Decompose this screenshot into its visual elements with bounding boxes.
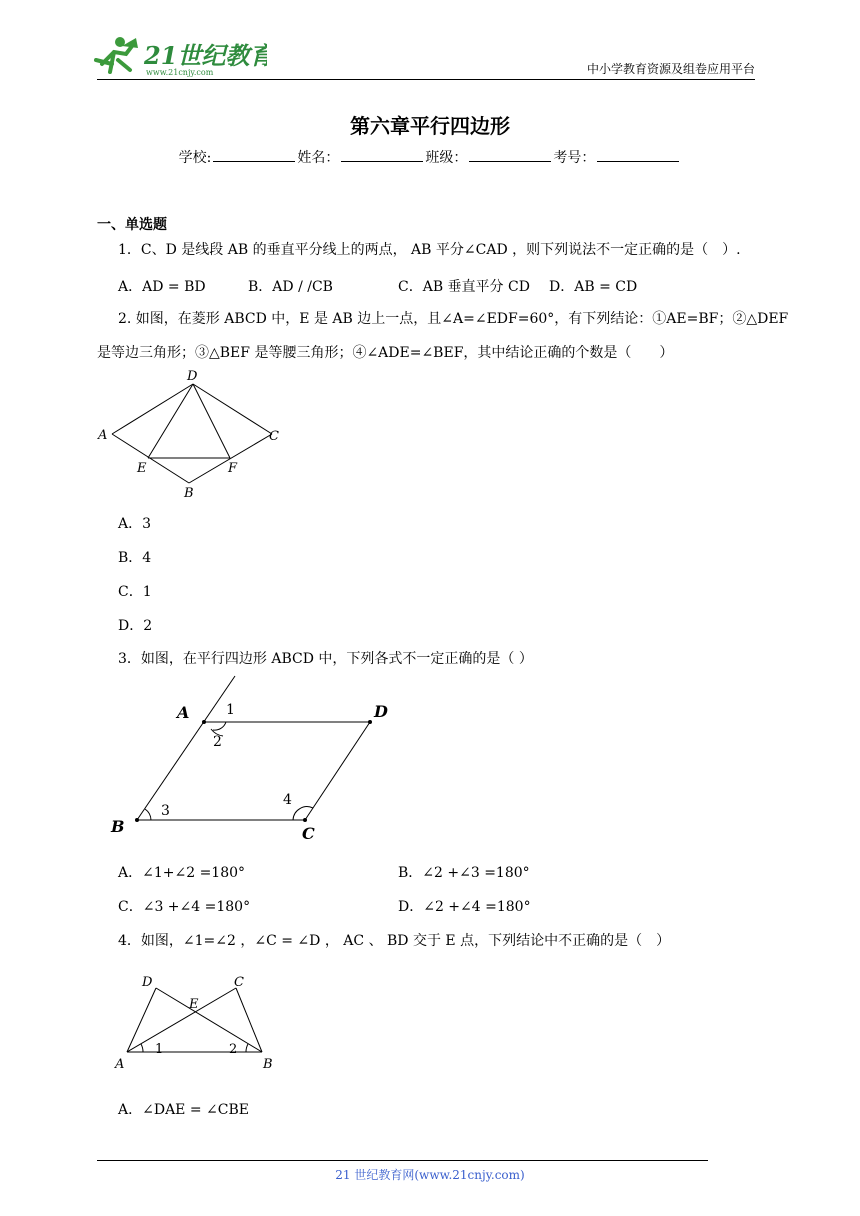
question-4-text: 4．如图，∠1=∠2 ，∠C = ∠D ， AC 、 BD 交于 E 点，下列结论中不正确的是（ ） bbox=[118, 933, 671, 949]
q3-option-c[interactable]: C．∠3 +∠4 =180° bbox=[118, 899, 251, 915]
q1-option-c[interactable]: C．AB 垂直平分 CD bbox=[398, 279, 530, 295]
label-e: E bbox=[137, 461, 147, 476]
question-2-line2: 是等边三角形；③△BEF 是等腰三角形；④∠ADE=∠BEF，其中结论正确的个数是（ ） bbox=[97, 345, 674, 361]
arc-angle-1 bbox=[141, 1044, 143, 1052]
edge-ad bbox=[127, 988, 156, 1052]
platform-name: 中小学教育资源及组卷应用平台 bbox=[586, 62, 755, 76]
question-3-text: 3．如图，在平行四边形 ABCD 中，下列各式不一定正确的是（ ） bbox=[118, 651, 533, 667]
arc-angle-3 bbox=[145, 809, 151, 820]
edge-ac bbox=[127, 988, 236, 1052]
q1-option-a[interactable]: A．AD = BD bbox=[118, 279, 206, 295]
logo-main-text: 21世纪教育 bbox=[144, 41, 267, 70]
label-2: 2 bbox=[229, 1042, 238, 1057]
student-info-row bbox=[0, 147, 860, 167]
label-c: C bbox=[269, 429, 279, 444]
runner-logo-icon bbox=[92, 34, 267, 78]
footer-divider bbox=[97, 1160, 708, 1161]
edge-de bbox=[148, 384, 193, 458]
label-1: 1 bbox=[155, 1042, 164, 1057]
q3-option-d[interactable]: D．∠2 +∠4 =180° bbox=[398, 899, 531, 915]
header-divider bbox=[97, 79, 755, 80]
question-1 bbox=[118, 238, 741, 263]
edge-da bbox=[112, 384, 193, 434]
label-b: B bbox=[184, 486, 194, 501]
label-c: C bbox=[234, 975, 244, 990]
edge-dc bbox=[305, 722, 370, 820]
logo-sub-text: www.21cnjy.com bbox=[146, 68, 214, 77]
label-b: B bbox=[111, 817, 125, 836]
name-blank[interactable] bbox=[341, 149, 423, 162]
class-label: 班级： bbox=[425, 150, 468, 166]
school-label: 学校: bbox=[178, 150, 212, 166]
q3-option-a[interactable]: A．∠1+∠2 =180° bbox=[118, 865, 246, 881]
q2-option-b[interactable]: B．4 bbox=[118, 550, 152, 566]
name-label: 姓名： bbox=[297, 150, 340, 166]
label-a: A bbox=[98, 428, 108, 443]
label-a: A bbox=[115, 1057, 125, 1072]
edge-dc bbox=[193, 384, 272, 434]
q1-option-d[interactable]: D．AB = CD bbox=[549, 279, 638, 295]
label-c: C bbox=[302, 824, 315, 843]
footer-link[interactable]: 21 世纪教育网(www.21cnjy.com) bbox=[335, 1168, 525, 1182]
site-logo bbox=[92, 34, 267, 78]
arc-angle-1 bbox=[213, 722, 226, 730]
label-b: B bbox=[263, 1057, 273, 1072]
section-heading: 一、单选题 bbox=[97, 217, 167, 233]
class-blank[interactable] bbox=[469, 149, 551, 162]
label-1: 1 bbox=[226, 702, 235, 718]
parallelogram-diagram bbox=[105, 674, 405, 846]
label-d: D bbox=[142, 975, 153, 990]
q2-option-a[interactable]: A．3 bbox=[118, 516, 152, 532]
label-f: F bbox=[228, 461, 238, 476]
label-a: A bbox=[177, 703, 190, 722]
q1-option-b[interactable]: B．AD / /CB bbox=[248, 279, 333, 295]
exam-no-blank[interactable] bbox=[597, 149, 679, 162]
arc-angle-2 bbox=[246, 1044, 248, 1052]
school-blank[interactable] bbox=[213, 149, 295, 162]
q3-option-b[interactable]: B．∠2 +∠3 =180° bbox=[398, 865, 530, 881]
q2-option-c[interactable]: C．1 bbox=[118, 584, 152, 600]
intersecting-lines-diagram bbox=[105, 968, 285, 1074]
exam-no-label: 考号： bbox=[553, 150, 596, 166]
label-3: 3 bbox=[161, 803, 170, 819]
label-d: D bbox=[187, 369, 198, 384]
q4-option-a[interactable]: A．∠DAE = ∠CBE bbox=[118, 1102, 249, 1118]
label-2: 2 bbox=[213, 734, 222, 750]
label-e: E bbox=[189, 997, 199, 1012]
page-title: 第六章平行四边形 bbox=[350, 114, 510, 138]
q2-option-d[interactable]: D．2 bbox=[118, 618, 153, 634]
edge-bc bbox=[236, 988, 262, 1052]
edge-df bbox=[193, 384, 230, 458]
question-1-text: 1．C、D 是线段 AB 的垂直平分线上的两点， AB 平分∠CAD ，则下列说法不一定正确的是（ ）. bbox=[118, 242, 741, 258]
edge-bd bbox=[156, 988, 262, 1052]
label-d: D bbox=[374, 702, 388, 721]
rhombus-diagram bbox=[95, 366, 295, 501]
question-2-line1: 2. 如图，在菱形 ABCD 中，E 是 AB 边上一点，且∠A=∠EDF=60°，有下列结论：①AE=BF；②△DEF bbox=[118, 311, 789, 327]
label-4: 4 bbox=[283, 792, 292, 808]
